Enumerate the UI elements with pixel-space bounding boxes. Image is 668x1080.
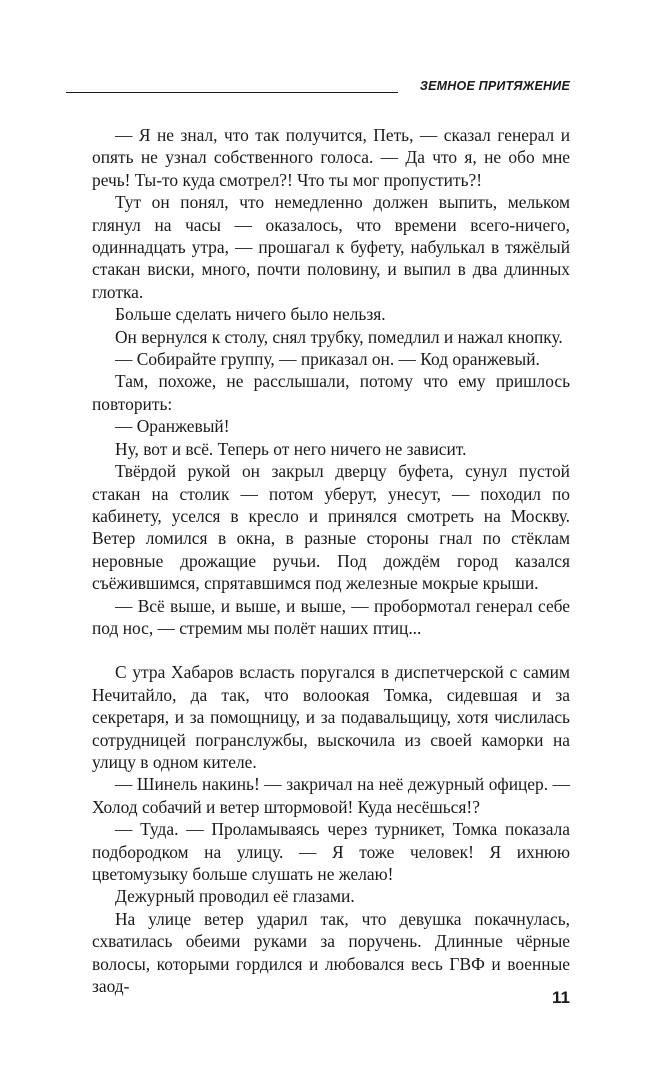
paragraph: На улице ветер ударил так, что девушка покачнулась, схватилась обеими руками за поручень. Длинные чёрные волосы, которыми гордился и любовался весь ГВФ и военные заод- bbox=[92, 908, 570, 997]
header-rule bbox=[66, 92, 398, 93]
body-text bbox=[92, 124, 570, 997]
running-header bbox=[66, 78, 570, 98]
page-number: 11 bbox=[552, 988, 570, 1007]
paragraph: — Туда. — Проламываясь через турникет, Томка показала подбородком на улицу. — Я тоже человек! Я ихнюю цветомузыку больше слушать не желаю! bbox=[92, 819, 570, 884]
section-break bbox=[92, 639, 570, 661]
paragraph: Дежурный проводил её глазами. bbox=[115, 886, 355, 907]
paragraph: — Собирайте группу, — приказал он. — Код оранжевый. bbox=[115, 349, 540, 370]
running-title: ЗЕМНОЕ ПРИТЯЖЕНИЕ bbox=[419, 79, 570, 93]
paragraph: Там, похоже, не расслышали, потому что ему пришлось повторить: bbox=[92, 371, 570, 414]
paragraph: — Шинель накинь! — закричал на неё дежурный офицер. — Холод собачий и ветер штормовой! Куда несёшься!? bbox=[92, 774, 570, 817]
paragraph: Больше сделать ничего было нельзя. bbox=[115, 304, 386, 325]
paragraph: — Оранжевый! bbox=[115, 416, 230, 437]
paragraph: — Я не знал, что так получится, Петь, — сказал генерал и опять не узнал собственного голоса. — Да что я, не обо мне речь! Ты-то куда смотрел?! Что ты мог пропустить?! bbox=[92, 125, 570, 190]
paragraph: Тут он понял, что немедленно должен выпить, мельком глянул на часы — оказалось, что времени всего-ничего, одиннадцать утра, — прошагал к буфету, набулькал в тяжёлый стакан виски, много, почти половину, и выпил в два длинных глотка. bbox=[92, 192, 570, 302]
paragraph: Твёрдой рукой он закрыл дверцу буфета, сунул пустой стакан на столик — потом уберут, унесут, — походил по кабинету, уселся в кресло и принялся смотреть на Москву. Ветер ломился в окна, в разные стороны гнал по стёклам неровные дрожащие ручьи. Под дождём город казался съёжившимся, спрятавшимся под железные мокрые крыши. bbox=[92, 461, 570, 594]
paragraph: С утра Хабаров всласть поругался в диспетчерской с самим Нечитайло, да так, что волоокая Томка, сидевшая и за секретаря, и за помощницу, и за подавальщицу, хотя числилась сотрудницей погранслужбы, выскочила из своей каморки на улицу в одном кителе. bbox=[92, 662, 570, 772]
paragraph: Ну, вот и всё. Теперь от него ничего не зависит. bbox=[115, 438, 467, 459]
paragraph: — Всё выше, и выше, и выше, — пробормотал генерал себе под нос, — стремим мы полёт наших птиц... bbox=[92, 595, 570, 638]
paragraph: Он вернулся к столу, снял трубку, помедлил и нажал кнопку. bbox=[115, 326, 563, 347]
